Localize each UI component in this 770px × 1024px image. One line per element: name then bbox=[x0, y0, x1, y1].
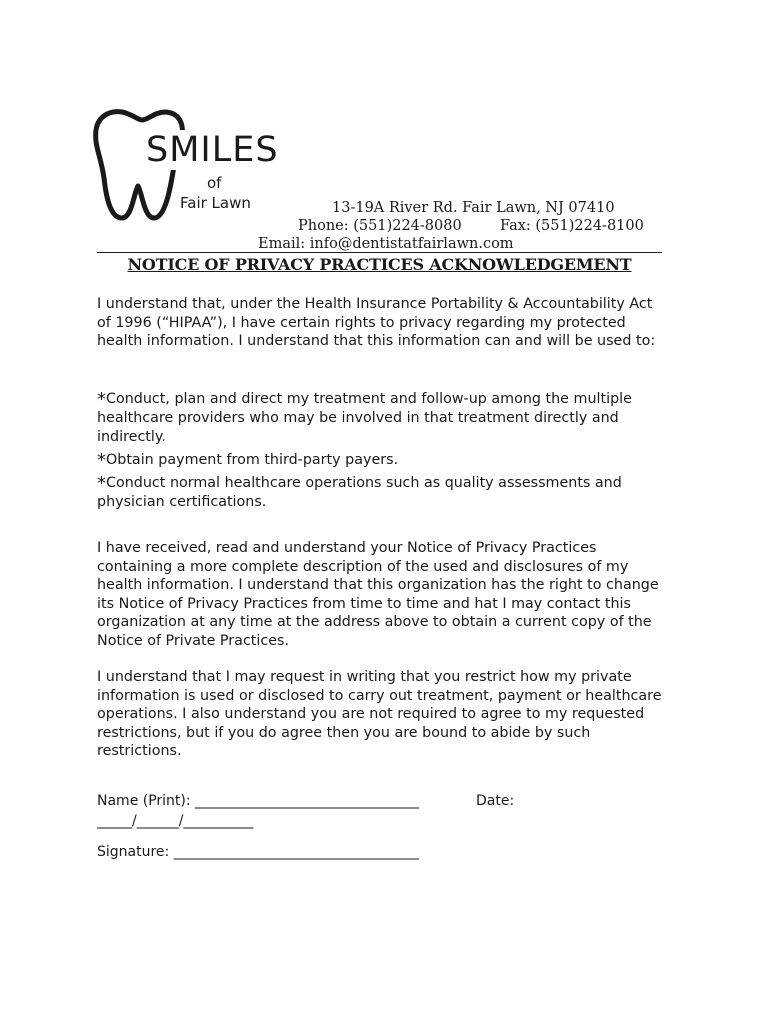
logo-of-text: of bbox=[207, 174, 222, 192]
restrictions-paragraph: I understand that I may request in writing that you restrict how my private information is used or disclosed to carry out treatment, payment or healthcare operations. I also understand you are not required to agree to my requested restrictions, but if you do agree then you are bound to abide by such restrictions. bbox=[97, 669, 662, 760]
usage-item-treatment bbox=[97, 390, 667, 447]
date-field[interactable]: _____/______/__________ bbox=[97, 813, 254, 829]
usage-item-text: Obtain payment from third-party payers. bbox=[106, 452, 399, 468]
practice-logo bbox=[92, 106, 282, 228]
usage-list bbox=[97, 390, 667, 516]
practice-phone: Phone: (551)224-8080 bbox=[298, 218, 462, 234]
usage-item-payment bbox=[97, 451, 667, 470]
name-print-field[interactable]: Name (Print): ________________________________ bbox=[97, 793, 420, 809]
usage-item-operations bbox=[97, 474, 667, 512]
date-label: Date: bbox=[476, 793, 515, 809]
signature-field[interactable]: Signature: ___________________________________ bbox=[97, 844, 419, 860]
usage-item-text: Conduct, plan and direct my treatment and follow-up among the multiple healthcare providers who may be involved in that treatment directly and indirectly. bbox=[97, 391, 632, 445]
practice-email: Email: info@dentistatfairlawn.com bbox=[258, 236, 514, 252]
acknowledgement-paragraph: I have received, read and understand your Notice of Privacy Practices containing a more complete description of the used and disclosures of my health information. I understand that this organization has the right to change its Notice of Privacy Practices from time to time and hat I may contact this organization at any time at the address above to obtain a current copy of the Notice of Private Practices. bbox=[97, 540, 659, 649]
practice-fax: Fax: (551)224-8100 bbox=[500, 218, 644, 234]
logo-place-text: Fair Lawn bbox=[180, 194, 251, 212]
usage-item-text: Conduct normal healthcare operations such as quality assessments and physician certifications. bbox=[97, 475, 622, 510]
bullet-marker: * bbox=[97, 473, 106, 494]
bullet-marker: * bbox=[97, 389, 106, 410]
intro-paragraph: I understand that, under the Health Insurance Portability & Accountability Act of 1996 (“HIPAA”), I have certain rights to privacy regarding my protected health information. I understand that this information can and will be used to: bbox=[97, 296, 656, 350]
document-title: NOTICE OF PRIVACY PRACTICES ACKNOWLEDGEMENT bbox=[127, 255, 632, 274]
bullet-marker: * bbox=[97, 450, 106, 471]
practice-address: 13-19A River Rd. Fair Lawn, NJ 07410 bbox=[332, 200, 615, 216]
header-divider bbox=[97, 252, 662, 253]
logo-brand-text: SMILES bbox=[146, 130, 279, 170]
